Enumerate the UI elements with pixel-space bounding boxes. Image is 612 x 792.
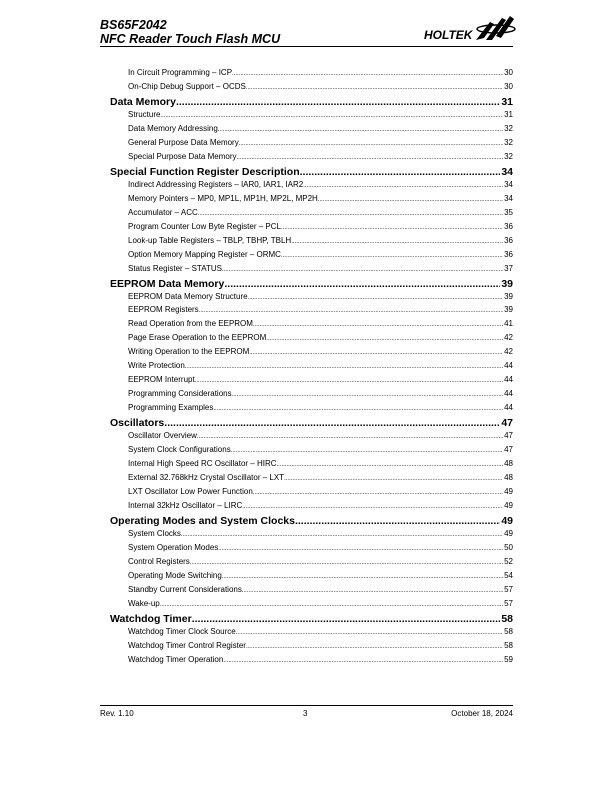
toc-subsection-entry[interactable] bbox=[110, 305, 513, 319]
leader-dots bbox=[248, 295, 504, 301]
leader-dots bbox=[213, 406, 503, 412]
toc-subsection-entry[interactable] bbox=[110, 389, 513, 403]
leader-dots bbox=[284, 476, 503, 482]
leader-dots bbox=[224, 278, 500, 290]
leader-dots bbox=[246, 644, 503, 650]
toc-entry-title: Oscillators bbox=[110, 417, 165, 430]
toc-subsection-entry[interactable] bbox=[110, 487, 513, 501]
footer-revision: Rev. 1.10 bbox=[100, 709, 134, 718]
leader-dots bbox=[295, 515, 500, 527]
toc-entry-title: Data Memory bbox=[110, 95, 176, 108]
toc-entry-page: 34 bbox=[501, 165, 513, 178]
toc-subsection-entry[interactable] bbox=[110, 543, 513, 557]
leader-dots bbox=[253, 490, 503, 496]
toc-entry-title: EEPROM Registers bbox=[128, 305, 199, 315]
toc-subsection-entry[interactable] bbox=[110, 375, 513, 389]
toc-entry-page: 32 bbox=[504, 123, 513, 133]
toc-subsection-entry[interactable] bbox=[110, 68, 513, 82]
toc-subsection-entry[interactable] bbox=[110, 152, 513, 166]
toc-subsection-entry[interactable] bbox=[110, 585, 513, 599]
leader-dots bbox=[176, 96, 500, 108]
footer-date: October 18, 2024 bbox=[451, 709, 513, 718]
toc-entry-title: Status Register – STATUS bbox=[128, 263, 222, 273]
toc-entry-page: 37 bbox=[504, 263, 513, 273]
toc-entry-title: EEPROM Data Memory Structure bbox=[128, 291, 248, 301]
toc-subsection-entry[interactable] bbox=[110, 124, 513, 138]
toc-entry-page: 36 bbox=[504, 235, 513, 245]
toc-entry-title: Wake-up bbox=[128, 598, 160, 608]
toc-entry-title: Writing Operation to the EEPROM bbox=[128, 347, 250, 357]
leader-dots bbox=[237, 155, 504, 161]
toc-entry-page: 57 bbox=[504, 584, 513, 594]
toc-subsection-entry[interactable] bbox=[110, 529, 513, 543]
toc-section-entry[interactable] bbox=[110, 417, 513, 431]
leader-dots bbox=[281, 225, 503, 231]
toc-entry-page: 42 bbox=[504, 347, 513, 357]
toc-entry-page: 58 bbox=[504, 640, 513, 650]
leader-dots bbox=[242, 588, 503, 594]
table-of-contents bbox=[110, 68, 513, 669]
toc-entry-page: 58 bbox=[501, 612, 513, 625]
toc-entry-title: Watchdog Timer Clock Source bbox=[128, 626, 236, 636]
toc-entry-title: System Operation Modes bbox=[128, 542, 219, 552]
toc-entry-title: EEPROM Data Memory bbox=[110, 277, 225, 290]
toc-entry-title: In Circuit Programming – ICP bbox=[128, 68, 233, 77]
toc-subsection-entry[interactable] bbox=[110, 571, 513, 585]
toc-entry-page: 31 bbox=[501, 95, 513, 108]
toc-subsection-entry[interactable] bbox=[110, 194, 513, 208]
toc-subsection-entry[interactable] bbox=[110, 180, 513, 194]
holtek-logo-icon bbox=[424, 14, 516, 44]
toc-entry-title: LXT Oscillator Low Power Function bbox=[128, 487, 253, 497]
toc-subsection-entry[interactable] bbox=[110, 445, 513, 459]
toc-entry-page: 48 bbox=[504, 473, 513, 483]
leader-dots bbox=[197, 434, 503, 440]
leader-dots bbox=[300, 166, 501, 178]
toc-subsection-entry[interactable] bbox=[110, 627, 513, 641]
toc-entry-page: 34 bbox=[504, 179, 513, 189]
toc-entry-title: Standby Current Considerations bbox=[128, 584, 242, 594]
footer-rule bbox=[100, 705, 513, 706]
toc-entry-title: System Clocks bbox=[128, 528, 181, 538]
toc-entry-page: 31 bbox=[504, 109, 513, 119]
toc-section-entry[interactable] bbox=[110, 613, 513, 627]
toc-entry-title: Option Memory Mapping Register – ORMC bbox=[128, 249, 281, 259]
toc-entry-title: Write Protection bbox=[128, 361, 185, 371]
toc-entry-title: Programming Examples bbox=[128, 403, 214, 413]
toc-entry-title: Memory Pointers – MP0, MP1L, MP1H, MP2L, MP2H bbox=[128, 193, 318, 203]
toc-entry-page: 39 bbox=[501, 277, 513, 290]
leader-dots bbox=[222, 267, 503, 273]
leader-dots bbox=[185, 364, 503, 370]
toc-entry-page: 49 bbox=[501, 515, 513, 527]
toc-entry-title: System Clock Configurations bbox=[128, 445, 231, 455]
toc-entry-page: 32 bbox=[504, 151, 513, 161]
toc-entry-title: Programming Considerations bbox=[128, 389, 232, 399]
toc-entry-title: Watchdog Timer Operation bbox=[128, 654, 224, 664]
toc-entry-title: Special Purpose Data Memory bbox=[128, 151, 237, 161]
document-title: NFC Reader Touch Flash MCU bbox=[100, 32, 281, 46]
toc-entry-page: 52 bbox=[504, 556, 513, 566]
toc-subsection-entry[interactable] bbox=[110, 333, 513, 347]
toc-entry-title: Page Erase Operation to the EEPROM bbox=[128, 333, 267, 343]
toc-entry-page: 49 bbox=[504, 528, 513, 538]
toc-entry-page: 44 bbox=[504, 361, 513, 371]
svg-text:HOLTEK: HOLTEK bbox=[424, 28, 473, 42]
toc-subsection-entry[interactable] bbox=[110, 641, 513, 655]
toc-entry-title: Control Registers bbox=[128, 556, 190, 566]
part-number: BS65F2042 bbox=[100, 18, 167, 32]
toc-section-entry[interactable] bbox=[110, 515, 513, 529]
toc-subsection-entry[interactable] bbox=[110, 82, 513, 96]
toc-subsection-entry[interactable] bbox=[110, 110, 513, 124]
toc-subsection-entry[interactable] bbox=[110, 459, 513, 473]
leader-dots bbox=[199, 308, 503, 314]
toc-entry-title: Watchdog Timer bbox=[110, 612, 192, 625]
toc-entry-title: Read Operation from the EEPROM bbox=[128, 319, 253, 329]
toc-entry-title: External 32.768kHz Crystal Oscillator – LXT bbox=[128, 473, 285, 483]
leader-dots bbox=[277, 462, 504, 468]
leader-dots bbox=[246, 85, 503, 91]
toc-subsection-entry[interactable] bbox=[110, 655, 513, 669]
toc-subsection-entry[interactable] bbox=[110, 557, 513, 571]
leader-dots bbox=[291, 239, 503, 245]
leader-dots bbox=[222, 574, 503, 580]
toc-entry-page: 47 bbox=[504, 445, 513, 455]
toc-entry-title: Operating Mode Switching bbox=[128, 570, 222, 580]
leader-dots bbox=[303, 183, 503, 189]
toc-entry-title: EEPROM Interrupt bbox=[128, 375, 195, 385]
toc-subsection-entry[interactable] bbox=[110, 250, 513, 264]
toc-subsection-entry[interactable] bbox=[110, 347, 513, 361]
toc-entry-page: 32 bbox=[504, 137, 513, 147]
leader-dots bbox=[266, 336, 503, 342]
leader-dots bbox=[160, 602, 503, 608]
toc-subsection-entry[interactable] bbox=[110, 222, 513, 236]
toc-subsection-entry[interactable] bbox=[110, 403, 513, 417]
toc-section-entry[interactable] bbox=[110, 278, 513, 292]
toc-subsection-entry[interactable] bbox=[110, 264, 513, 278]
toc-entry-page: 48 bbox=[504, 459, 513, 469]
leader-dots bbox=[223, 658, 503, 664]
leader-dots bbox=[218, 546, 503, 552]
toc-entry-page: 34 bbox=[504, 193, 513, 203]
leader-dots bbox=[239, 141, 503, 147]
leader-dots bbox=[236, 630, 503, 636]
leader-dots bbox=[253, 322, 503, 328]
toc-entry-title: Special Function Register Description bbox=[110, 165, 300, 178]
leader-dots bbox=[281, 253, 503, 259]
toc-entry-page: 44 bbox=[504, 403, 513, 413]
toc-subsection-entry[interactable] bbox=[110, 208, 513, 222]
toc-entry-title: Internal 32kHz Oscillator – LIRC bbox=[128, 501, 243, 511]
toc-entry-page: 50 bbox=[504, 542, 513, 552]
leader-dots bbox=[232, 392, 503, 398]
leader-dots bbox=[249, 350, 503, 356]
toc-entry-title: Accumulator – ACC bbox=[128, 207, 198, 217]
toc-entry-page: 54 bbox=[504, 570, 513, 580]
leader-dots bbox=[232, 71, 503, 77]
leader-dots bbox=[218, 127, 503, 133]
toc-entry-title: Watchdog Timer Control Register bbox=[128, 640, 246, 650]
leader-dots bbox=[198, 211, 503, 217]
leader-dots bbox=[164, 417, 500, 429]
toc-entry-page: 35 bbox=[504, 207, 513, 217]
leader-dots bbox=[160, 113, 503, 119]
toc-entry-page: 57 bbox=[504, 598, 513, 608]
toc-entry-title: Look-up Table Registers – TBLP, TBHP, TBLH bbox=[128, 235, 292, 245]
toc-subsection-entry[interactable] bbox=[110, 319, 513, 333]
toc-entry-title: On-Chip Debug Support – OCDS bbox=[128, 81, 246, 91]
toc-entry-page: 39 bbox=[504, 291, 513, 301]
leader-dots bbox=[318, 197, 503, 203]
toc-subsection-entry[interactable] bbox=[110, 292, 513, 306]
toc-subsection-entry[interactable] bbox=[110, 431, 513, 445]
toc-entry-page: 30 bbox=[504, 81, 513, 91]
toc-subsection-entry[interactable] bbox=[110, 599, 513, 613]
toc-entry-title: Oscillator Overview bbox=[128, 431, 197, 441]
leader-dots bbox=[195, 378, 503, 384]
toc-entry-page: 30 bbox=[504, 68, 513, 77]
toc-subsection-entry[interactable] bbox=[110, 236, 513, 250]
leader-dots bbox=[192, 613, 501, 625]
leader-dots bbox=[181, 532, 503, 538]
toc-entry-title: Internal High Speed RC Oscillator – HIRC bbox=[128, 459, 277, 469]
leader-dots bbox=[242, 504, 503, 510]
toc-entry-title: Structure bbox=[128, 109, 161, 119]
toc-entry-title: Operating Modes and System Clocks bbox=[110, 515, 295, 527]
toc-section-entry[interactable] bbox=[110, 166, 513, 180]
toc-entry-page: 36 bbox=[504, 249, 513, 259]
toc-entry-page: 49 bbox=[504, 487, 513, 497]
toc-subsection-entry[interactable] bbox=[110, 361, 513, 375]
toc-entry-title: Indirect Addressing Registers – IAR0, IAR1, IAR2 bbox=[128, 179, 304, 189]
toc-entry-page: 49 bbox=[504, 501, 513, 511]
toc-entry-page: 39 bbox=[504, 305, 513, 315]
toc-entry-page: 58 bbox=[504, 626, 513, 636]
toc-entry-page: 47 bbox=[501, 417, 513, 430]
toc-entry-page: 44 bbox=[504, 389, 513, 399]
toc-entry-title: Program Counter Low Byte Register – PCL bbox=[128, 221, 281, 231]
header-title-block bbox=[100, 18, 280, 46]
leader-dots bbox=[231, 448, 503, 454]
toc-entry-page: 42 bbox=[504, 333, 513, 343]
toc-entry-page: 41 bbox=[504, 319, 513, 329]
toc-subsection-entry[interactable] bbox=[110, 501, 513, 515]
toc-entry-title: General Purpose Data Memory bbox=[128, 137, 239, 147]
toc-subsection-entry[interactable] bbox=[110, 138, 513, 152]
toc-entry-page: 47 bbox=[504, 431, 513, 441]
toc-entry-title: Data Memory Addressing bbox=[128, 123, 218, 133]
toc-entry-page: 59 bbox=[504, 654, 513, 664]
toc-entry-page: 44 bbox=[504, 375, 513, 385]
toc-subsection-entry[interactable] bbox=[110, 473, 513, 487]
footer-page-number: 3 bbox=[303, 709, 308, 718]
toc-entry-page: 36 bbox=[504, 221, 513, 231]
header-rule bbox=[100, 46, 513, 47]
toc-section-entry[interactable] bbox=[110, 96, 513, 110]
leader-dots bbox=[190, 560, 503, 566]
